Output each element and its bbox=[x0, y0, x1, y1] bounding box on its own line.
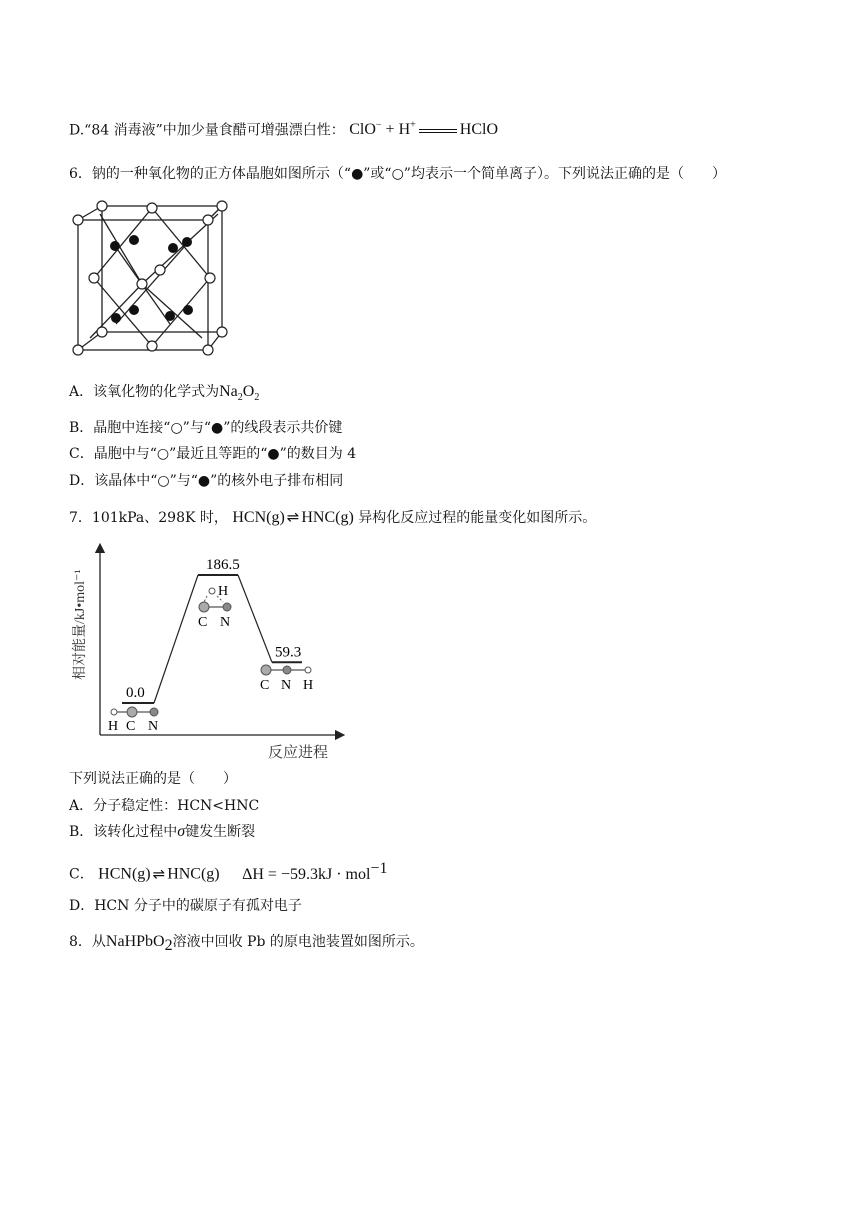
svg-text:C: C bbox=[260, 678, 270, 693]
svg-text:H: H bbox=[218, 584, 229, 599]
x-axis-label: 反应进程 bbox=[268, 745, 329, 761]
q6-option-b: B．晶胞中连接“○”与“●”的线段表示共价键 bbox=[69, 420, 343, 436]
energy-path-segment bbox=[154, 575, 198, 703]
q7-option-d: D．HCN 分子中的碳原子有孤对电子 bbox=[69, 898, 302, 914]
svg-text:H: H bbox=[108, 719, 119, 734]
svg-text:H: H bbox=[303, 678, 314, 693]
y-axis-label: 相对能量/kJ•mol⁻¹ bbox=[73, 569, 88, 680]
energy-level-label: 0.0 bbox=[126, 685, 145, 701]
svg-text:C: C bbox=[126, 719, 136, 734]
q6-option-a-formula: $Na_2O_2$ bbox=[219, 383, 260, 404]
q6-option-a: A．该氧化物的化学式为$Na_2O_2$ bbox=[69, 383, 260, 404]
energy-diagram bbox=[70, 540, 360, 770]
svg-text:C: C bbox=[198, 615, 208, 630]
q5-option-d-text: D.“84 消毒液”中加少量食醋可增强漂白性： bbox=[69, 122, 345, 139]
crystal-cell-diagram bbox=[70, 198, 230, 358]
q6-stem: 6．钠的一种氧化物的正方体晶胞如图所示（“●”或“○”均表示一个简单离子）。下列说法正确的是（ ） bbox=[69, 166, 726, 182]
equilibrium-arrow-icon: ⇌ bbox=[286, 508, 300, 526]
q8-stem: 8．从NaHPbO$_2$溶液中回收 Pb 的原电池装置如图所示。 bbox=[69, 933, 424, 954]
svg-text:N: N bbox=[281, 678, 292, 693]
q7-stem: 7．101kPa、298K 时， HCN(g) ⇌ HNC(g) 异构化反应过程的能量变化如图所示。 bbox=[69, 508, 597, 526]
svg-text:N: N bbox=[148, 719, 159, 734]
energy-level-label: 59.3 bbox=[275, 644, 302, 661]
q5-option-d-formula: ClO− + H+ HClO bbox=[349, 120, 498, 139]
q7-option-b: B．该转化过程中σ键发生断裂 bbox=[69, 823, 256, 840]
q7-question: 下列说法正确的是（ ） bbox=[69, 771, 237, 787]
energy-level-label: 186.5 bbox=[206, 557, 240, 573]
q7-option-c: C． HCN(g) ⇌ HNC(g) ΔH = −59.3kJ · mol$^{-1}$ bbox=[69, 860, 388, 883]
svg-text:N: N bbox=[220, 615, 231, 630]
q6-option-c: C．晶胞中与“○”最近且等距的“●”的数目为 4 bbox=[69, 446, 357, 462]
equals-arrow-icon bbox=[419, 129, 457, 133]
q7-option-a: A．分子稳定性：HCN<HNC bbox=[69, 798, 260, 814]
equilibrium-arrow-icon: ⇌ bbox=[152, 864, 166, 883]
q5-option-d bbox=[69, 116, 498, 140]
energy-path-segment bbox=[238, 575, 272, 662]
q6-option-d: D．该晶体中“○”与“●”的核外电子排布相同 bbox=[69, 473, 344, 489]
